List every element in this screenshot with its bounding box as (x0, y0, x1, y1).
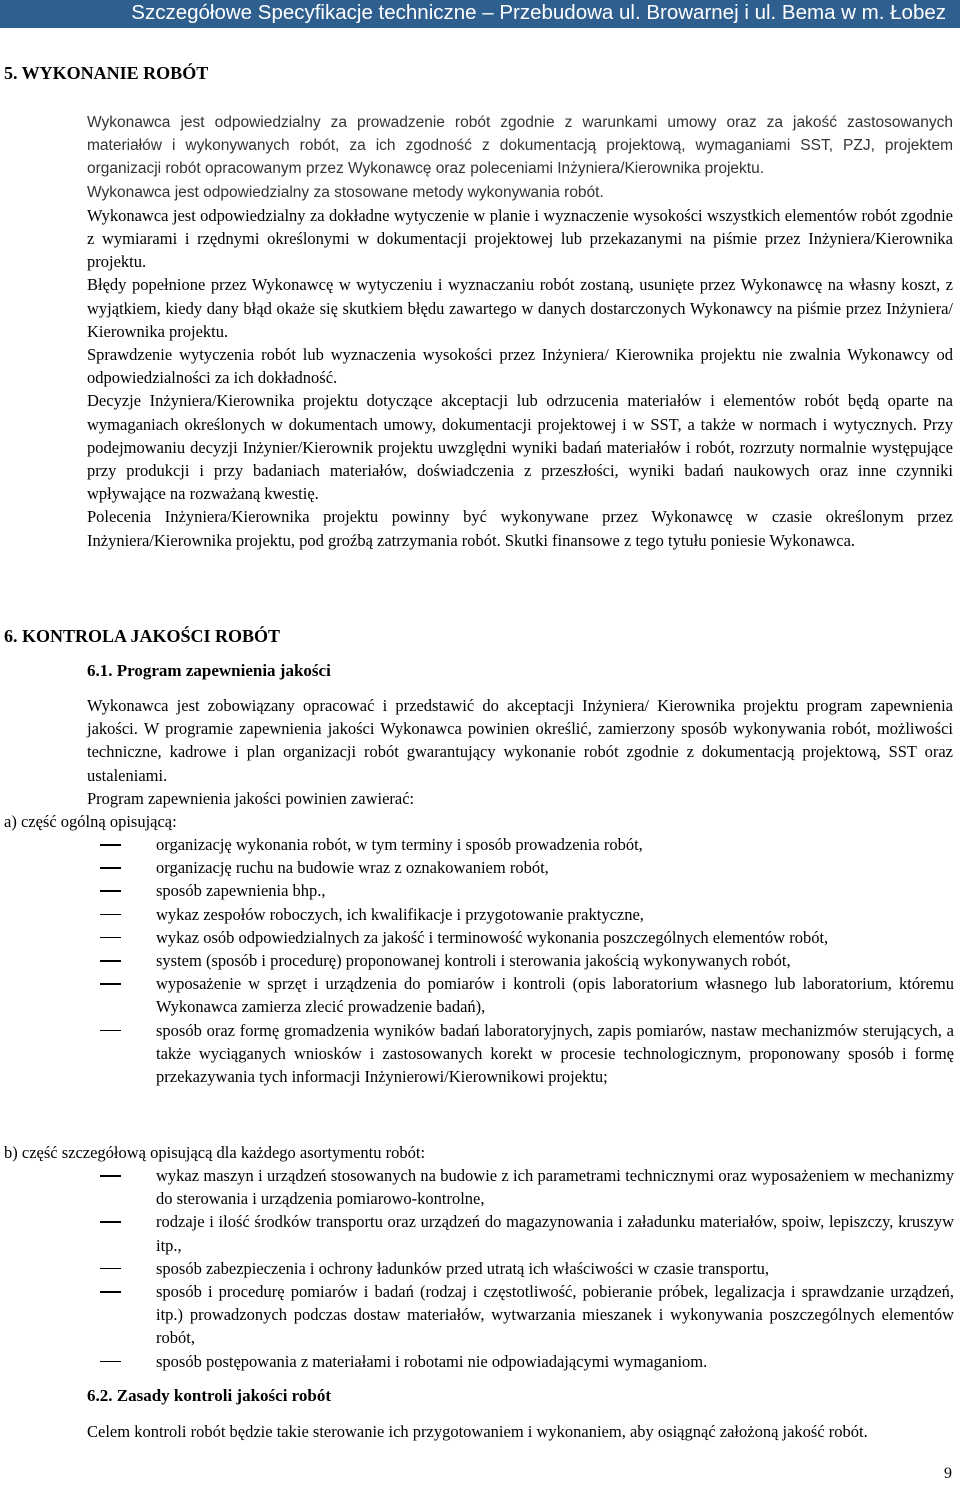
list-item: sposób zabezpieczenia i ochrony ładunków przed utratą ich właściwości w czasie transportu, (156, 1257, 954, 1280)
list-item: system (sposób i procedurę) proponowanej kontroli i sterowania jakością wykonywanych robót, (156, 949, 954, 972)
dash-bullet (100, 890, 121, 892)
paragraph: Błędy popełnione przez Wykonawcę w wytyczeniu i wyznaczaniu robót zostaną, usunięte przez Wykonawcę na własny koszt, z wyjątkiem, kiedy dany błąd okaże się skutkiem błędu zawartego w danych dostarczonych Wykonawcy na piśmie przez Inżyniera/ Kierownika projektu. (87, 275, 953, 341)
list-item: wykaz maszyn i urządzeń stosowanych na budowie z ich parametrami technicznymi oraz wyposażeniem w mechanizmy do sterowania i urządzenia pomiarowo-kontrolne, (156, 1164, 954, 1210)
list-item: sposób i procedurę pomiarów i badań (rodzaj i częstotliwość, pobieranie próbek, legalizacja i sprawdzanie urządzeń, itp.) prowadzonych podczas dostaw materiałów, wytwarzania mieszanek i wykonywania poszczególnych elementów robót, (156, 1280, 954, 1350)
paragraph: Sprawdzenie wytyczenia robót lub wyznaczenia wysokości przez Inżyniera/ Kierownika projektu nie zwalnia Wykonawcy od odpowiedzialności za ich dokładność. (87, 345, 953, 388)
paragraph: Wykonawca jest odpowiedzialny za prowadzenie robót zgodnie z warunkami umowy oraz za jakość zastosowanych materiałów i wykonywanych robót, za ich zgodność z dokumentacją projektową, wymaganiami SST, PZJ, projektem organizacji robót opracowanym przez Wykonawcę oraz poleceniami Inżyniera/Kierownika projektu. (87, 114, 953, 178)
dash-bullet (100, 1361, 121, 1363)
list-a (156, 833, 954, 1088)
dash-bullet (100, 1175, 121, 1177)
dash-bullet (100, 1291, 121, 1293)
list-a-label: a) część ogólną opisującą: (4, 812, 177, 831)
list-item: wyposażenie w sprzęt i urządzenia do pomiarów i kontroli (opis laboratorium własnego lub laboratorium, któremu Wykonawca zamierza zlecić prowadzenie badań), (156, 972, 954, 1018)
dash-bullet (100, 867, 121, 869)
paragraph: Program zapewnienia jakości powinien zawierać: (87, 788, 415, 808)
list-b-label: b) część szczegółową opisującą dla każdego asortymentu robót: (4, 1143, 426, 1162)
paragraph: Wykonawca jest odpowiedzialny za dokładne wytyczenie w planie i wyznaczenie wysokości wszystkich elementów robót zgodnie z wymiarami i rzędnymi określonymi w dokumentacji projektowej lub przekazanymi na piśmie przez Inżyniera/Kierownika projektu. (87, 205, 953, 272)
list-item: wykaz osób odpowiedzialnych za jakość i terminowość wykonania poszczególnych elementów robót, (156, 926, 954, 949)
section-6-1-body (87, 694, 953, 810)
dash-bullet (100, 960, 121, 962)
dash-bullet (100, 1268, 121, 1270)
paragraph: Wykonawca jest odpowiedzialny za stosowane metody wykonywania robót. (87, 183, 604, 201)
page-header (0, 0, 960, 28)
dash-bullet (100, 983, 121, 985)
section-5-body (87, 111, 953, 552)
paragraph: Celem kontroli robót będzie takie sterowanie ich przygotowaniem i wykonaniem, aby osiągnąć założoną jakość robót. (87, 1422, 868, 1441)
dash-bullet (100, 937, 121, 939)
list-item: wykaz zespołów roboczych, ich kwalifikacje i przygotowanie praktyczne, (156, 903, 954, 926)
header-title: Szczegółowe Specyfikacje techniczne – Przebudowa ul. Browarnej i ul. Bema w m. Łobez (131, 1, 946, 24)
page-number: 9 (944, 1465, 952, 1482)
subsection-6-1-heading: 6.1. Program zapewnienia jakości (87, 661, 331, 680)
list-item: organizację ruchu na budowie wraz z oznakowaniem robót, (156, 856, 954, 879)
subsection-6-2-heading: 6.2. Zasady kontroli jakości robót (87, 1386, 332, 1405)
dash-bullet (100, 844, 121, 846)
list-item: rodzaje i ilość środków transportu oraz urządzeń do magazynowania i załadunku materiałów, spoiw, lepiszczy, kruszyw itp., (156, 1210, 954, 1256)
paragraph: Polecenia Inżyniera/Kierownika projektu powinny być wykonywane przez Wykonawcę w czasie określonym przez Inżyniera/Kierownika projektu, pod groźbą zatrzymania robót. Skutki finansowe z tego tytułu poniesie Wykonawca. (87, 507, 953, 550)
paragraph: Decyzje Inżyniera/Kierownika projektu dotyczące akceptacji lub odrzucenia materiałów i elementów robót będą oparte na wymaganiach określonych w dokumentach umowy, dokumentacji projektowej i w SST, a także w normach i wytycznych. Przy podejmowaniu decyzji Inżynier/Kierownik projektu uwzględni wyniki badań materiałów i robót, rozrzuty normalnie występujące przy produkcji i przy badaniach materiałów, doświadczenia z przeszłości, wyniki badań naukowych oraz inne czynniki wpływające na rozważaną kwestię. (87, 391, 953, 504)
dash-bullet (100, 914, 121, 916)
section-5-heading: 5. WYKONANIE ROBÓT (4, 63, 209, 83)
section-6-2-body (87, 1420, 953, 1443)
list-item: sposób postępowania z materiałami i robotami nie odpowiadającymi wymaganiom. (156, 1350, 954, 1373)
list-b (156, 1164, 954, 1373)
dash-bullet (100, 1221, 121, 1223)
paragraph: Wykonawca jest zobowiązany opracować i przedstawić do akceptacji Inżyniera/ Kierownika projektu program zapewnienia jakości. W programie zapewnienia jakości Wykonawca powinien określić, zamierzony sposób wykonywania robót, możliwości techniczne, kadrowe i plan organizacji robót gwarantujący wykonanie robót zgodnie z dokumentacją projektową, SST oraz ustaleniami. (87, 696, 953, 785)
section-6-heading: 6. KONTROLA JAKOŚCI ROBÓT (4, 626, 281, 646)
dash-bullet (100, 1030, 121, 1032)
list-item: sposób oraz formę gromadzenia wyników badań laboratoryjnych, zapis pomiarów, nastaw mechanizmów sterujących, a także wyciąganych wniosków i zastosowanych korekt w procesie technologicznym, proponowany sposób i formę przekazywania tych informacji Inżynierowi/Kierownikowi projektu; (156, 1019, 954, 1089)
list-item: sposób zapewnienia bhp., (156, 879, 954, 902)
list-item: organizację wykonania robót, w tym terminy i sposób prowadzenia robót, (156, 833, 954, 856)
